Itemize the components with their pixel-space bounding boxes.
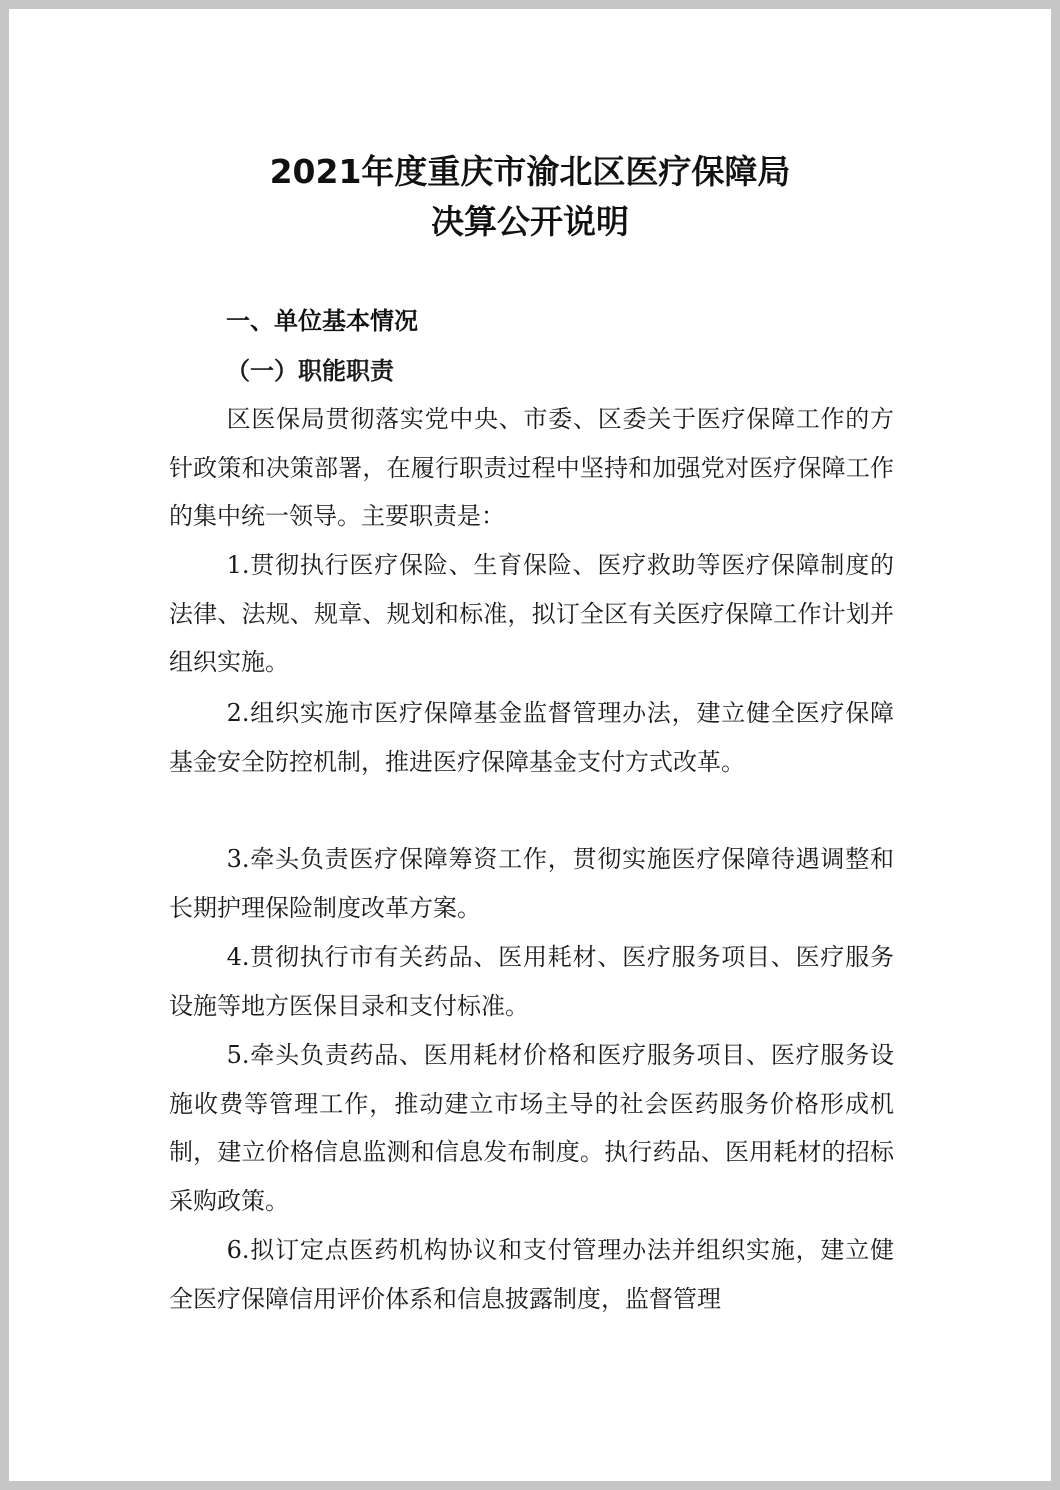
paragraph-duty-1: 1.贯彻执行医疗保险、生育保险、医疗救助等医疗保障制度的法律、法规、规章、规划和标准，拟订全区有关医疗保障工作计划并组织实施。 [169, 551, 894, 676]
paragraph-duty-2: 2.组织实施市医疗保障基金监督管理办法，建立健全医疗保障基金安全防控机制，推进医疗保障基金支付方式改革。 [169, 699, 894, 776]
paragraph-duty-3: 3.牵头负责医疗保障筹资工作，贯彻实施医疗保障待遇调整和长期护理保险制度改革方案。 [169, 845, 894, 922]
section-heading-basic-info: 一、单位基本情况 [226, 307, 418, 335]
subsection-heading-functions: （一）职能职责 [226, 356, 394, 385]
document-title-line-2: 决算公开说明 [431, 202, 629, 241]
paragraph-duty-6: 6.拟订定点医药机构协议和支付管理办法并组织实施，建立健全医疗保障信用评价体系和信息披露制度，监督管理 [169, 1236, 894, 1313]
paragraph-duty-4: 4.贯彻执行市有关药品、医用耗材、医疗服务项目、医疗服务设施等地方医保目录和支付标准。 [169, 943, 894, 1020]
document-page [9, 9, 1051, 1481]
document-title-line-1: 2021年度重庆市渝北区医疗保障局 [269, 152, 791, 191]
paragraph-duty-5: 5.牵头负责药品、医用耗材价格和医疗服务项目、医疗服务设施收费等管理工作，推动建立市场主导的社会医药服务价格形成机制，建立价格信息监测和信息发布制度。执行药品、医用耗材的招标采购政策。 [169, 1041, 894, 1215]
paragraph-intro: 区医保局贯彻落实党中央、市委、区委关于医疗保障工作的方针政策和决策部署，在履行职责过程中坚持和加强党对医疗保障工作的集中统一领导。主要职责是： [169, 405, 894, 530]
